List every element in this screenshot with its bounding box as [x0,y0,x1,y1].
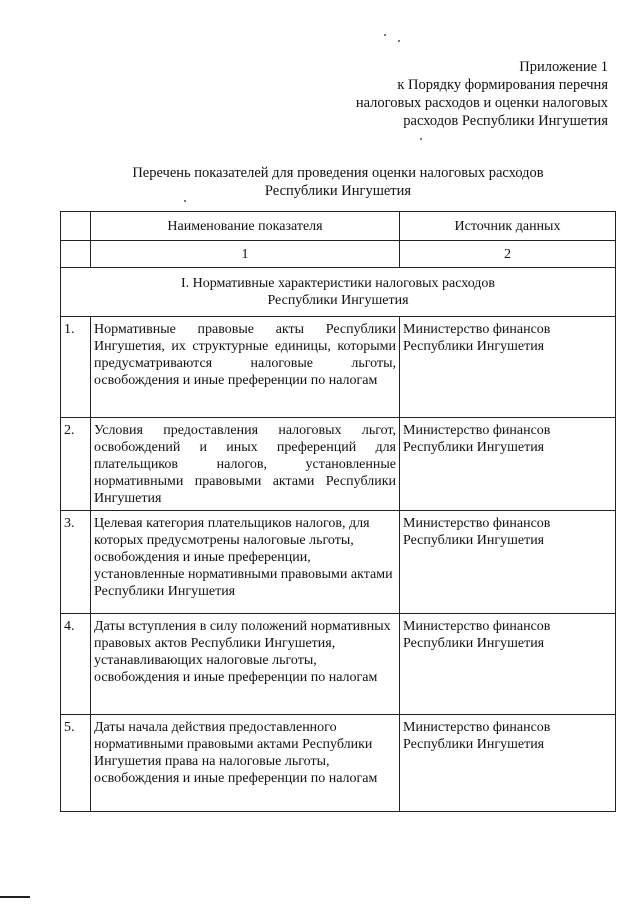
header-source-cell: Источник данных [400,212,616,241]
indicator-name: Нормативные правовые акты Республики Ингушетия, их структурные единицы, которыми предусматриваются налоговые льготы, освобождения и иные преференции по налогам [91,317,400,418]
column-number-0 [61,241,91,268]
indicator-name: Условия предоставления налоговых льгот, освобождений и иных преференций для плательщиков налогов, установленные нормативными правовыми актами Республики Ингушетия [91,418,400,511]
row-number: 3. [61,511,91,614]
table-header-row [61,212,616,241]
row-number: 4. [61,614,91,715]
row-number: 1. [61,317,91,418]
column-number-2: 2 [400,241,616,268]
section-heading-line-2: Республики Ингушетия [267,293,409,308]
indicator-name: Даты вступления в силу положений нормативных правовых актов Республики Ингушетия, устанавливающих налоговые льготы, освобождения и иные преференции по налогам [91,614,400,715]
table-row [61,715,616,812]
scan-speck [184,200,186,202]
data-source: Министерство финансов Республики Ингушетия [400,317,616,418]
appendix-line-4: расходов Республики Ингушетия [403,113,608,129]
document-title-line-2: Республики Ингушетия [264,183,412,199]
appendix-line-1: Приложение 1 [519,59,608,75]
table-row [61,418,616,511]
table-row [61,614,616,715]
table-row [61,317,616,418]
section-row [61,268,616,317]
appendix-line-3: налоговых расходов и оценки налоговых [355,95,608,111]
section-heading-line-1: I. Нормативные характеристики налоговых расходов [180,276,496,291]
appendix-block [278,58,608,130]
column-numbers-row [61,241,616,268]
document-title [60,164,616,200]
data-source: Министерство финансов Республики Ингушетия [400,511,616,614]
table-row [61,511,616,614]
appendix-line-2: к Порядку формирования перечня [397,77,608,93]
row-number: 2. [61,418,91,511]
data-source: Министерство финансов Республики Ингушетия [400,614,616,715]
column-number-1: 1 [91,241,400,268]
row-number: 5. [61,715,91,812]
scan-speck [384,34,386,36]
indicators-table [60,211,616,812]
indicator-name: Даты начала действия предоставленного нормативными правовыми актами Республики Ингушетия права на налоговые льготы, освобождения и иные преференции по налогам [91,715,400,812]
header-name-cell: Наименование показателя [91,212,400,241]
scan-speck [420,138,422,140]
document-title-line-1: Перечень показателей для проведения оценки налоговых расходов [132,165,544,181]
data-source: Министерство финансов Республики Ингушетия [400,715,616,812]
scan-speck [398,40,400,42]
scan-edge-mark [0,896,30,898]
section-heading [61,268,616,317]
data-source: Министерство финансов Республики Ингушетия [400,418,616,511]
indicator-name: Целевая категория плательщиков налогов, для которых предусмотрены налоговые льготы, освобождения и иные преференции, установленные нормативными правовыми актами Республики Ингушетия [91,511,400,614]
header-number-cell [61,212,91,241]
